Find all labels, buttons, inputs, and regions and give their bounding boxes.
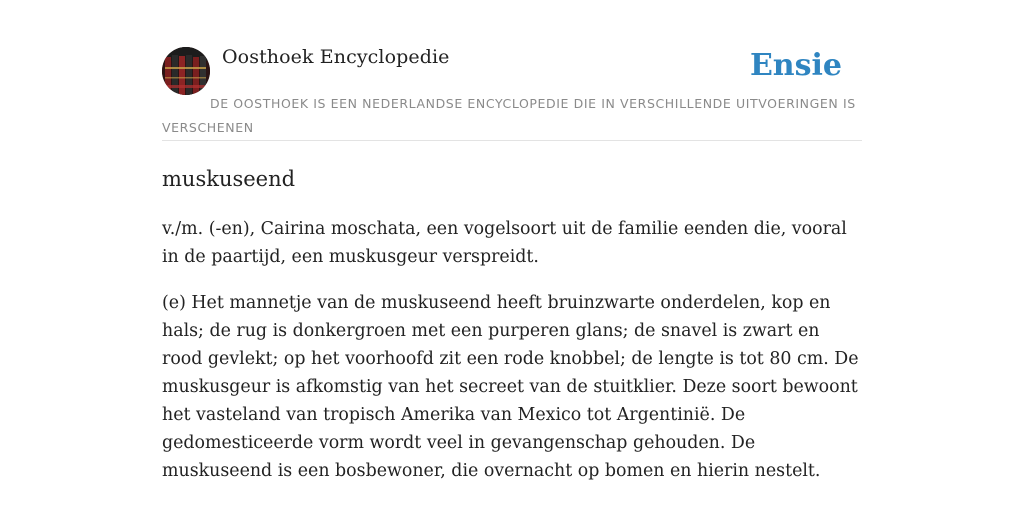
source-avatar[interactable]: [162, 47, 210, 95]
entry-paragraph: (e) Het mannetje van de muskuseend heeft bruinzwarte onderdelen, kop en hals; de rug is donkergroen met een purperen glans; de snavel is zwart en rood gevlekt; op het voorhoofd zit een rode knobbel; de lengte is tot 80 cm. De muskusgeur is afkomstig van het secreet van de stuitklier. Deze soort bewoont het vasteland van tropisch Amerika van Mexico tot Argentinië. De gedomesticeerde vorm wordt veel in gevangenschap gehouden. De muskuseend is een bosbewoner, die overnacht op bomen en hierin nestelt.: [162, 293, 859, 481]
source-name[interactable]: Oosthoek Encyclopedie: [222, 46, 450, 68]
book-spines-icon: [162, 47, 210, 95]
source-header: [162, 44, 862, 141]
entry-paragraph: v./m. (-en), Cairina moschata, een vogelsoort uit de familie eenden die, vooral in de paartijd, een muskusgeur verspreidt.: [162, 219, 847, 267]
ensie-logo[interactable]: Ensie: [749, 48, 842, 83]
source-description: DE OOSTHOEK IS EEN NEDERLANDSE ENCYCLOPEDIE DIE IN VERSCHILLENDE UITVOERINGEN IS VERSCHENEN: [162, 96, 856, 135]
entry-title: muskuseend: [162, 167, 296, 191]
entry-card: [162, 44, 862, 485]
